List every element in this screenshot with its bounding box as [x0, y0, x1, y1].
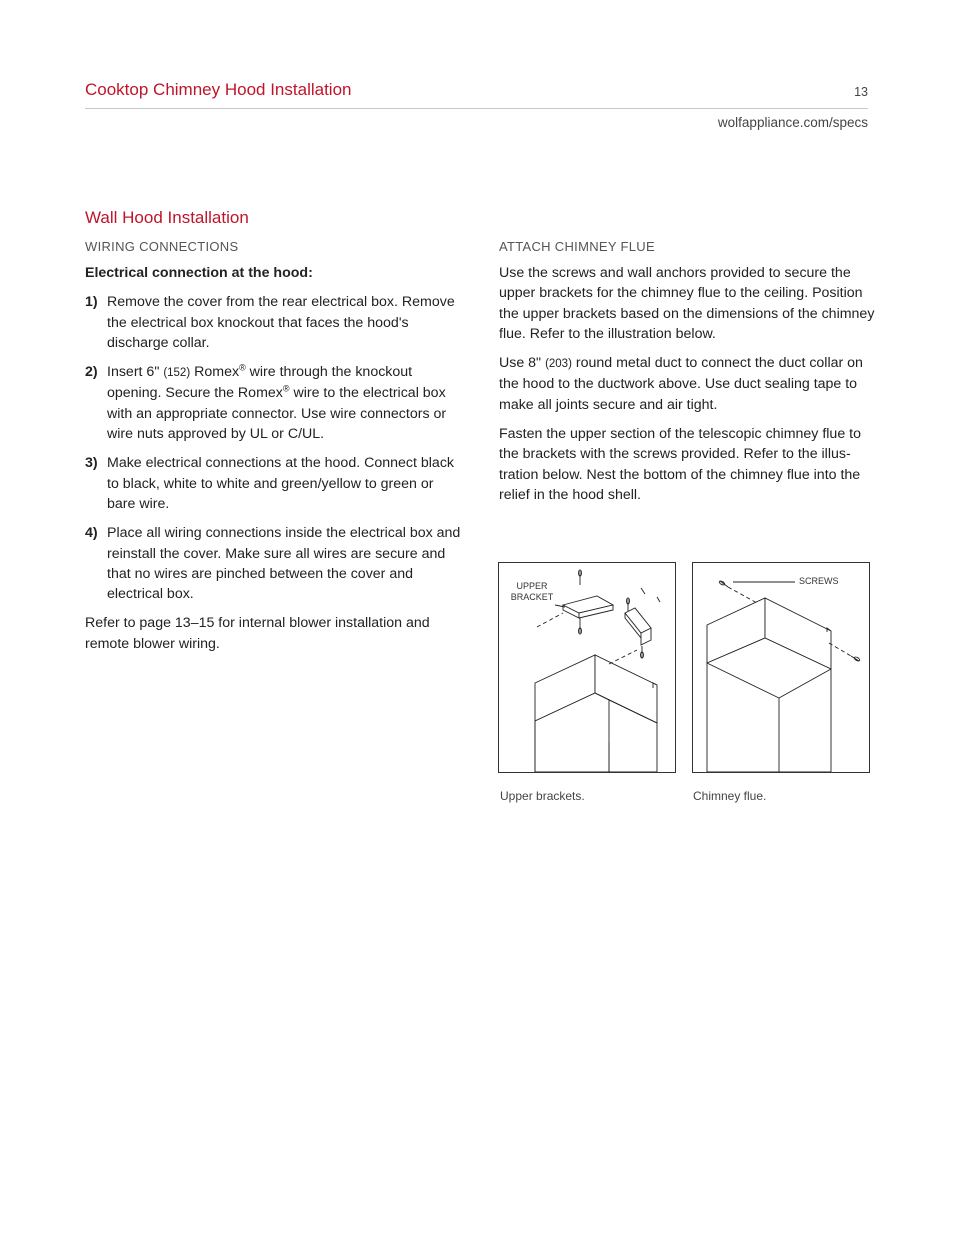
step-text-part: Insert 6" [107, 364, 160, 381]
step-number: 3) [85, 455, 98, 472]
header-url[interactable]: wolfappliance.com/specs [717, 115, 868, 130]
step-number: 2) [85, 364, 98, 381]
step-number: 4) [85, 525, 98, 542]
upper-bracket-label-line: BRACKET [510, 592, 554, 602]
paragraph-part: round metal duct to connect the duct collar on the hood to the ductwork above. Use duct sealing tape to make all joints secure and air tight. [499, 355, 863, 413]
section-title: Wall Hood Installation [85, 208, 249, 227]
chimney-paragraph: Fasten the upper section of the telescopic chimney flue to the brackets with the screws provided. Refer to the illus-tration below. Nest the bottom of the chimney flue into the relief in the hood shell. [499, 426, 861, 503]
wiring-column [85, 240, 465, 663]
wiring-step [85, 362, 465, 444]
metric-dimension: (203) [545, 358, 572, 371]
page-number: 13 [854, 85, 868, 99]
step-text: Make electrical connections at the hood. Connect black to black, white to white and green/yellow to green or bare wire. [107, 455, 455, 512]
header-divider [85, 108, 868, 109]
chimney-subhead: ATTACH CHIMNEY FLUE [499, 239, 655, 254]
wiring-step [85, 453, 465, 514]
registered-mark: ® [282, 383, 290, 394]
chimney-paragraph [499, 353, 879, 415]
step-text-part: Romex [194, 364, 240, 381]
page-header-title: Cooktop Chimney Hood Installation [85, 80, 352, 99]
chimney-flue-illustration [693, 563, 869, 772]
wiring-footer-note: Refer to page 13–15 for internal blower installation and remote blower wiring. [85, 615, 430, 652]
registered-mark: ® [239, 362, 246, 373]
upper-brackets-caption: Upper brackets. [500, 789, 585, 803]
chimney-paragraph: Use the screws and wall anchors provided to secure the upper brackets for the chimney flue to the ceiling. Position the upper brackets based on the dimensions of the chimney flue. Refer to the illustration below. [499, 265, 875, 342]
step-text: Remove the cover from the rear electrical box. Remove the electrical box knockout that faces the hood's discharge collar. [107, 294, 455, 351]
paragraph-part: Use 8" [499, 355, 542, 372]
step-text-part: wire through the knockout opening. Secure the Romex [107, 364, 413, 402]
step-text [107, 362, 465, 444]
step-text: Place all wiring connections inside the electrical box and reinstall the cover. Make sure all wires are secure and that no wires are pinched between the cover and electrical box. [107, 525, 461, 603]
upper-bracket-label [510, 581, 554, 603]
chimney-column [499, 240, 879, 514]
chimney-flue-figure [692, 562, 870, 773]
wiring-step [85, 523, 465, 604]
step-number: 1) [85, 294, 98, 311]
step-text-part: wire to the electrical box with an appropriate connector. Use wire connectors or wire nuts approved by UL or C/UL. [107, 385, 447, 443]
upper-bracket-label-line: UPPER [516, 581, 548, 591]
wiring-subhead: WIRING CONNECTIONS [85, 239, 239, 254]
chimney-flue-caption: Chimney flue. [693, 789, 767, 803]
metric-dimension: (152) [163, 367, 191, 380]
wiring-step [85, 292, 465, 353]
upper-brackets-figure [498, 562, 676, 773]
screws-label: SCREWS [799, 576, 839, 586]
wiring-intro: Electrical connection at the hood: [85, 265, 313, 281]
